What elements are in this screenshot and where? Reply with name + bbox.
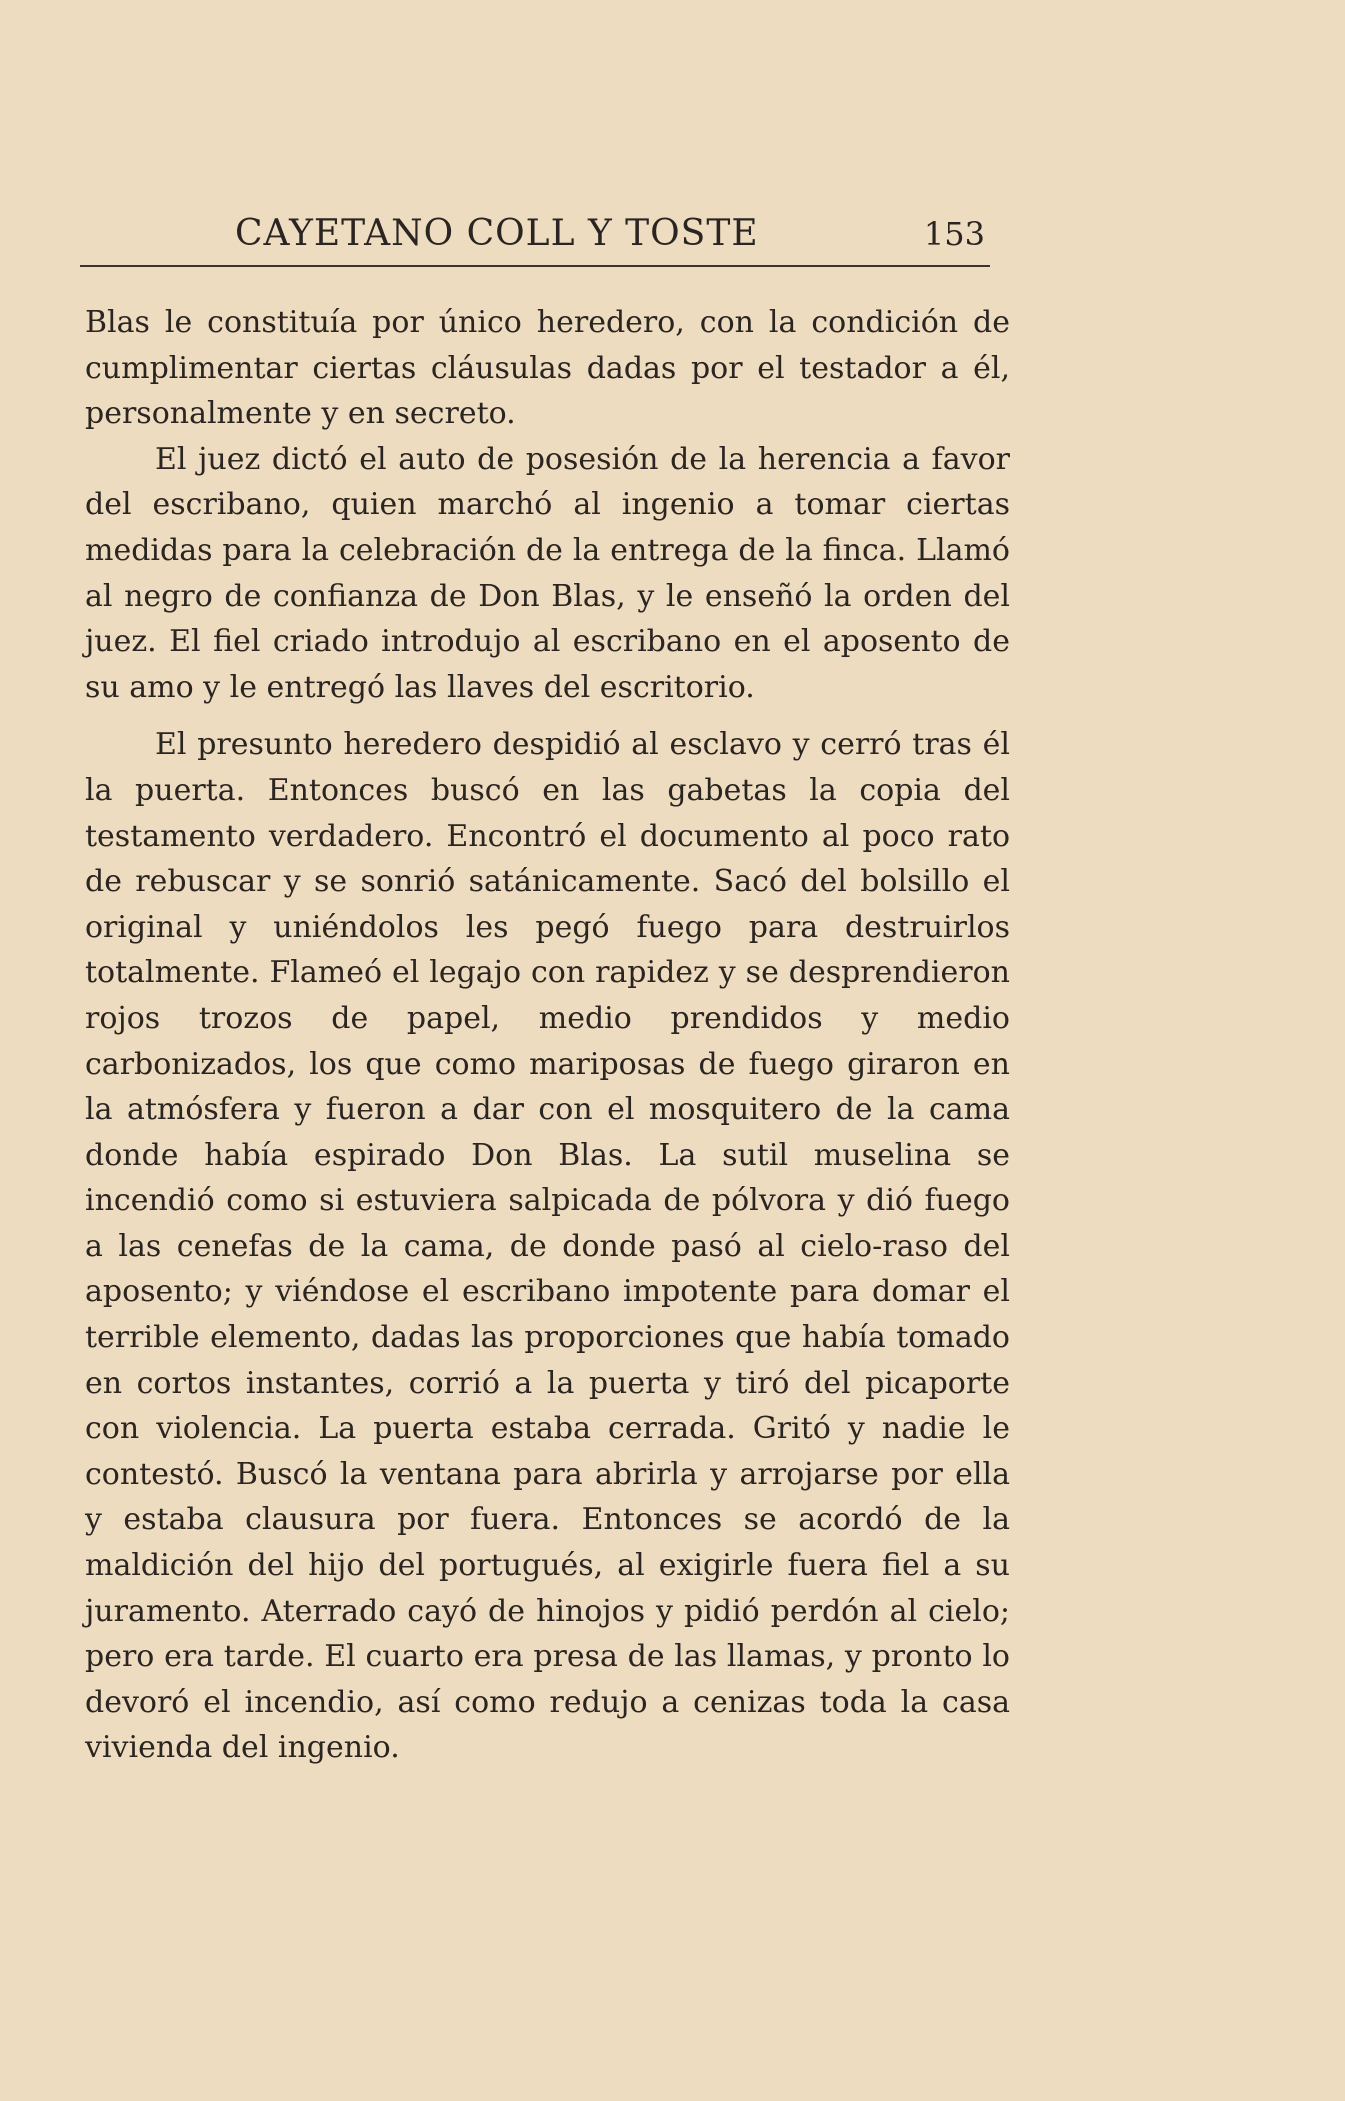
page-header xyxy=(80,205,990,265)
paragraph-continuation: Blas le constituía por único heredero, con la condición de cumplimentar ciertas cláusulas dadas por el testador a él, personalmente y en secreto. xyxy=(85,305,1010,432)
running-title: CAYETANO COLL Y TOSTE xyxy=(235,213,759,254)
page-number: 153 xyxy=(923,215,985,253)
paragraph: El presunto heredero despidió al esclavo y cerró tras él la puerta. Entonces buscó en las gabetas la copia del testamento verdadero. Encontró el documento al poco rato de rebuscar y se sonrió satánicamente. Sacó del bolsillo el original y uniéndolos les pegó fuego para destruirlos totalmente. Flameó el legajo con rapidez y se desprendieron rojos trozos de papel, medio prendidos y medio carbonizados, los que como mariposas de fuego giraron en la atmósfera y fueron a dar con el mosquitero de la cama donde había espirado Don Blas. La sutil muselina se incendió como si estuviera salpicada de pólvora y dió fuego a las cenefas de la cama, de donde pasó al cielo-raso del aposento; y viéndose el escribano impotente para domar el terrible elemento, dadas las proporciones que había tomado en cortos instantes, corrió a la puerta y tiró del picaporte con violencia. La puerta estaba cerrada. Gritó y nadie le contestó. Buscó la ventana para abrirla y arrojarse por ella y estaba clausura por fuera. Entonces se acordó de la maldición del hijo del portugués, al exigirle fuera fiel a su juramento. Aterrado cayó de hinojos y pidió perdón al cielo; pero era tarde. El cuarto era presa de las llamas, y pronto lo devoró el incendio, así como redujo a cenizas toda la casa vivienda del ingenio. xyxy=(85,727,1010,1766)
body-text xyxy=(85,300,1010,1771)
header-rule xyxy=(80,265,990,267)
paragraph: El juez dictó el auto de posesión de la herencia a favor del escribano, quien marchó al ingenio a tomar ciertas medidas para la celebración de la entrega de la finca. Llamó al negro de confianza de Don Blas, y le enseñó la orden del juez. El fiel criado introdujo al escribano en el aposento de su amo y le entregó las llaves del escritorio. xyxy=(85,441,1010,705)
